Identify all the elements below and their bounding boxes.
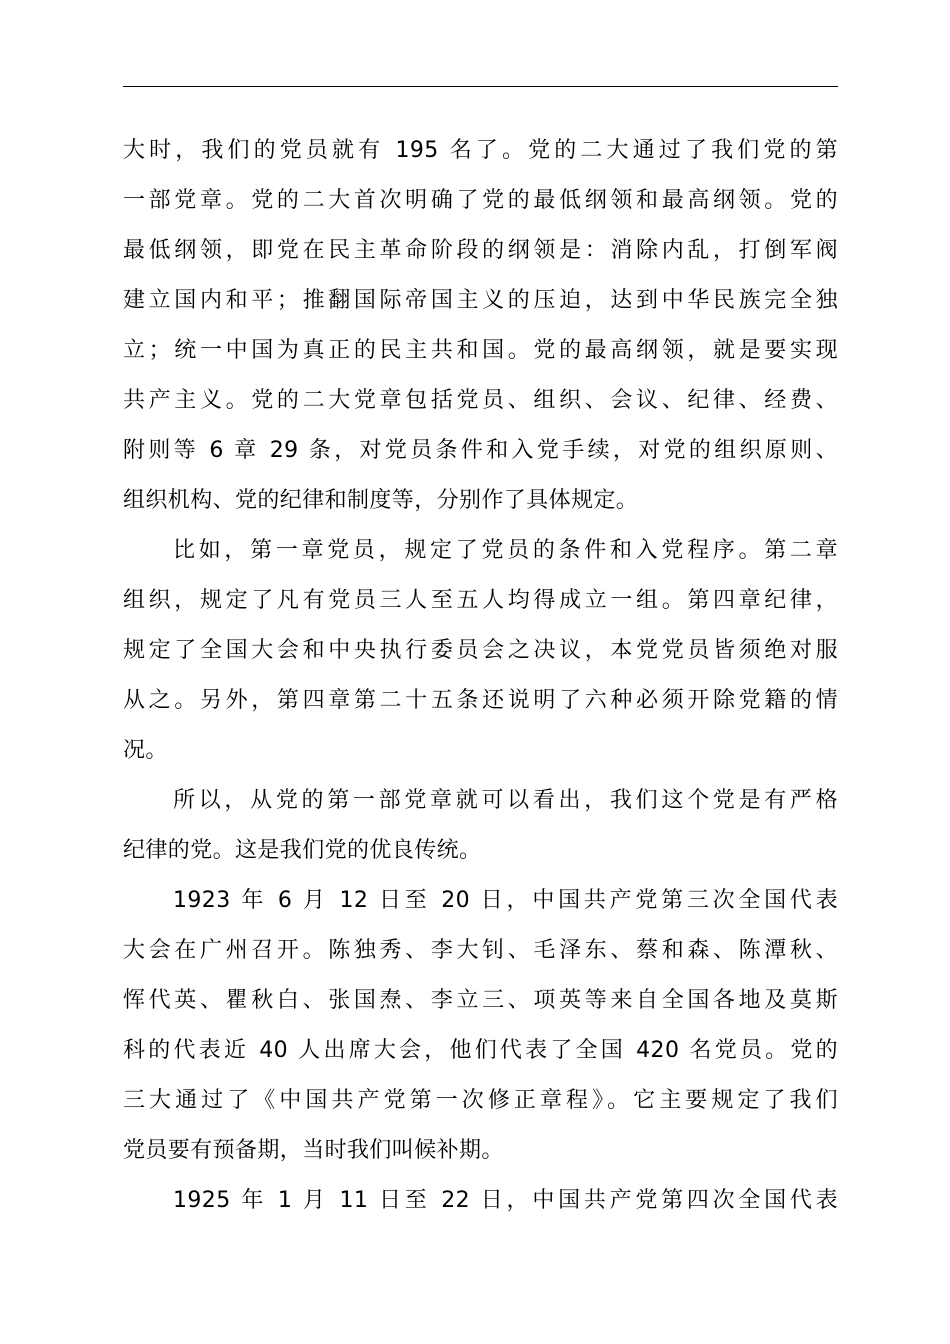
text-line: 附则等 6 章 29 条，对党员条件和入党手续，对党的组织原则、 <box>123 438 838 463</box>
paragraph-first-line: 所以，从党的第一部党章就可以看出，我们这个党是有严格 <box>173 788 838 813</box>
text-line: 最低纲领，即党在民主革命阶段的纲领是：消除内乱，打倒军阀 <box>123 238 838 263</box>
text-line: 建立国内和平；推翻国际帝国主义的压迫，达到中华民族完全独 <box>123 288 838 313</box>
text-line: 从之。另外，第四章第二十五条还说明了六种必须开除党籍的情 <box>123 688 838 713</box>
paragraph-first-line: 1923 年 6 月 12 日至 20 日，中国共产党第三次全国代表 <box>173 888 838 913</box>
text-line: 恽代英、瞿秋白、张国焘、李立三、项英等来自全国各地及莫斯 <box>123 988 838 1013</box>
text-line: 党员要有预备期，当时我们叫候补期。 <box>123 1138 504 1163</box>
text-line: 规定了全国大会和中央执行委员会之决议，本党党员皆须绝对服 <box>123 638 838 663</box>
text-line: 科的代表近 40 人出席大会，他们代表了全国 420 名党员。党的 <box>123 1038 838 1063</box>
header-rule <box>123 86 838 87</box>
text-line: 共产主义。党的二大党章包括党员、组织、会议、纪律、经费、 <box>123 388 838 413</box>
text-line: 组织机构、党的纪律和制度等，分别作了具体规定。 <box>123 488 639 513</box>
text-line: 一部党章。党的二大首次明确了党的最低纲领和最高纲领。党的 <box>123 188 838 213</box>
paragraph-first-line: 1925 年 1 月 11 日至 22 日，中国共产党第四次全国代表 <box>173 1188 838 1213</box>
text-line: 组织，规定了凡有党员三人至五人均得成立一组。第四章纪律， <box>123 588 838 613</box>
text-line: 大时，我们的党员就有 195 名了。党的二大通过了我们党的第 <box>123 138 838 163</box>
text-line: 纪律的党。这是我们党的优良传统。 <box>123 838 482 863</box>
text-line: 三大通过了《中国共产党第一次修正章程》。它主要规定了我们 <box>123 1088 838 1113</box>
text-line: 立；统一中国为真正的民主共和国。党的最高纲领，就是要实现 <box>123 338 838 363</box>
paragraph-first-line: 比如，第一章党员，规定了党员的条件和入党程序。第二章 <box>173 538 838 563</box>
document-body <box>123 126 838 1226</box>
text-line: 大会在广州召开。陈独秀、李大钊、毛泽东、蔡和森、陈潭秋、 <box>123 938 838 963</box>
text-line: 况。 <box>123 738 168 763</box>
